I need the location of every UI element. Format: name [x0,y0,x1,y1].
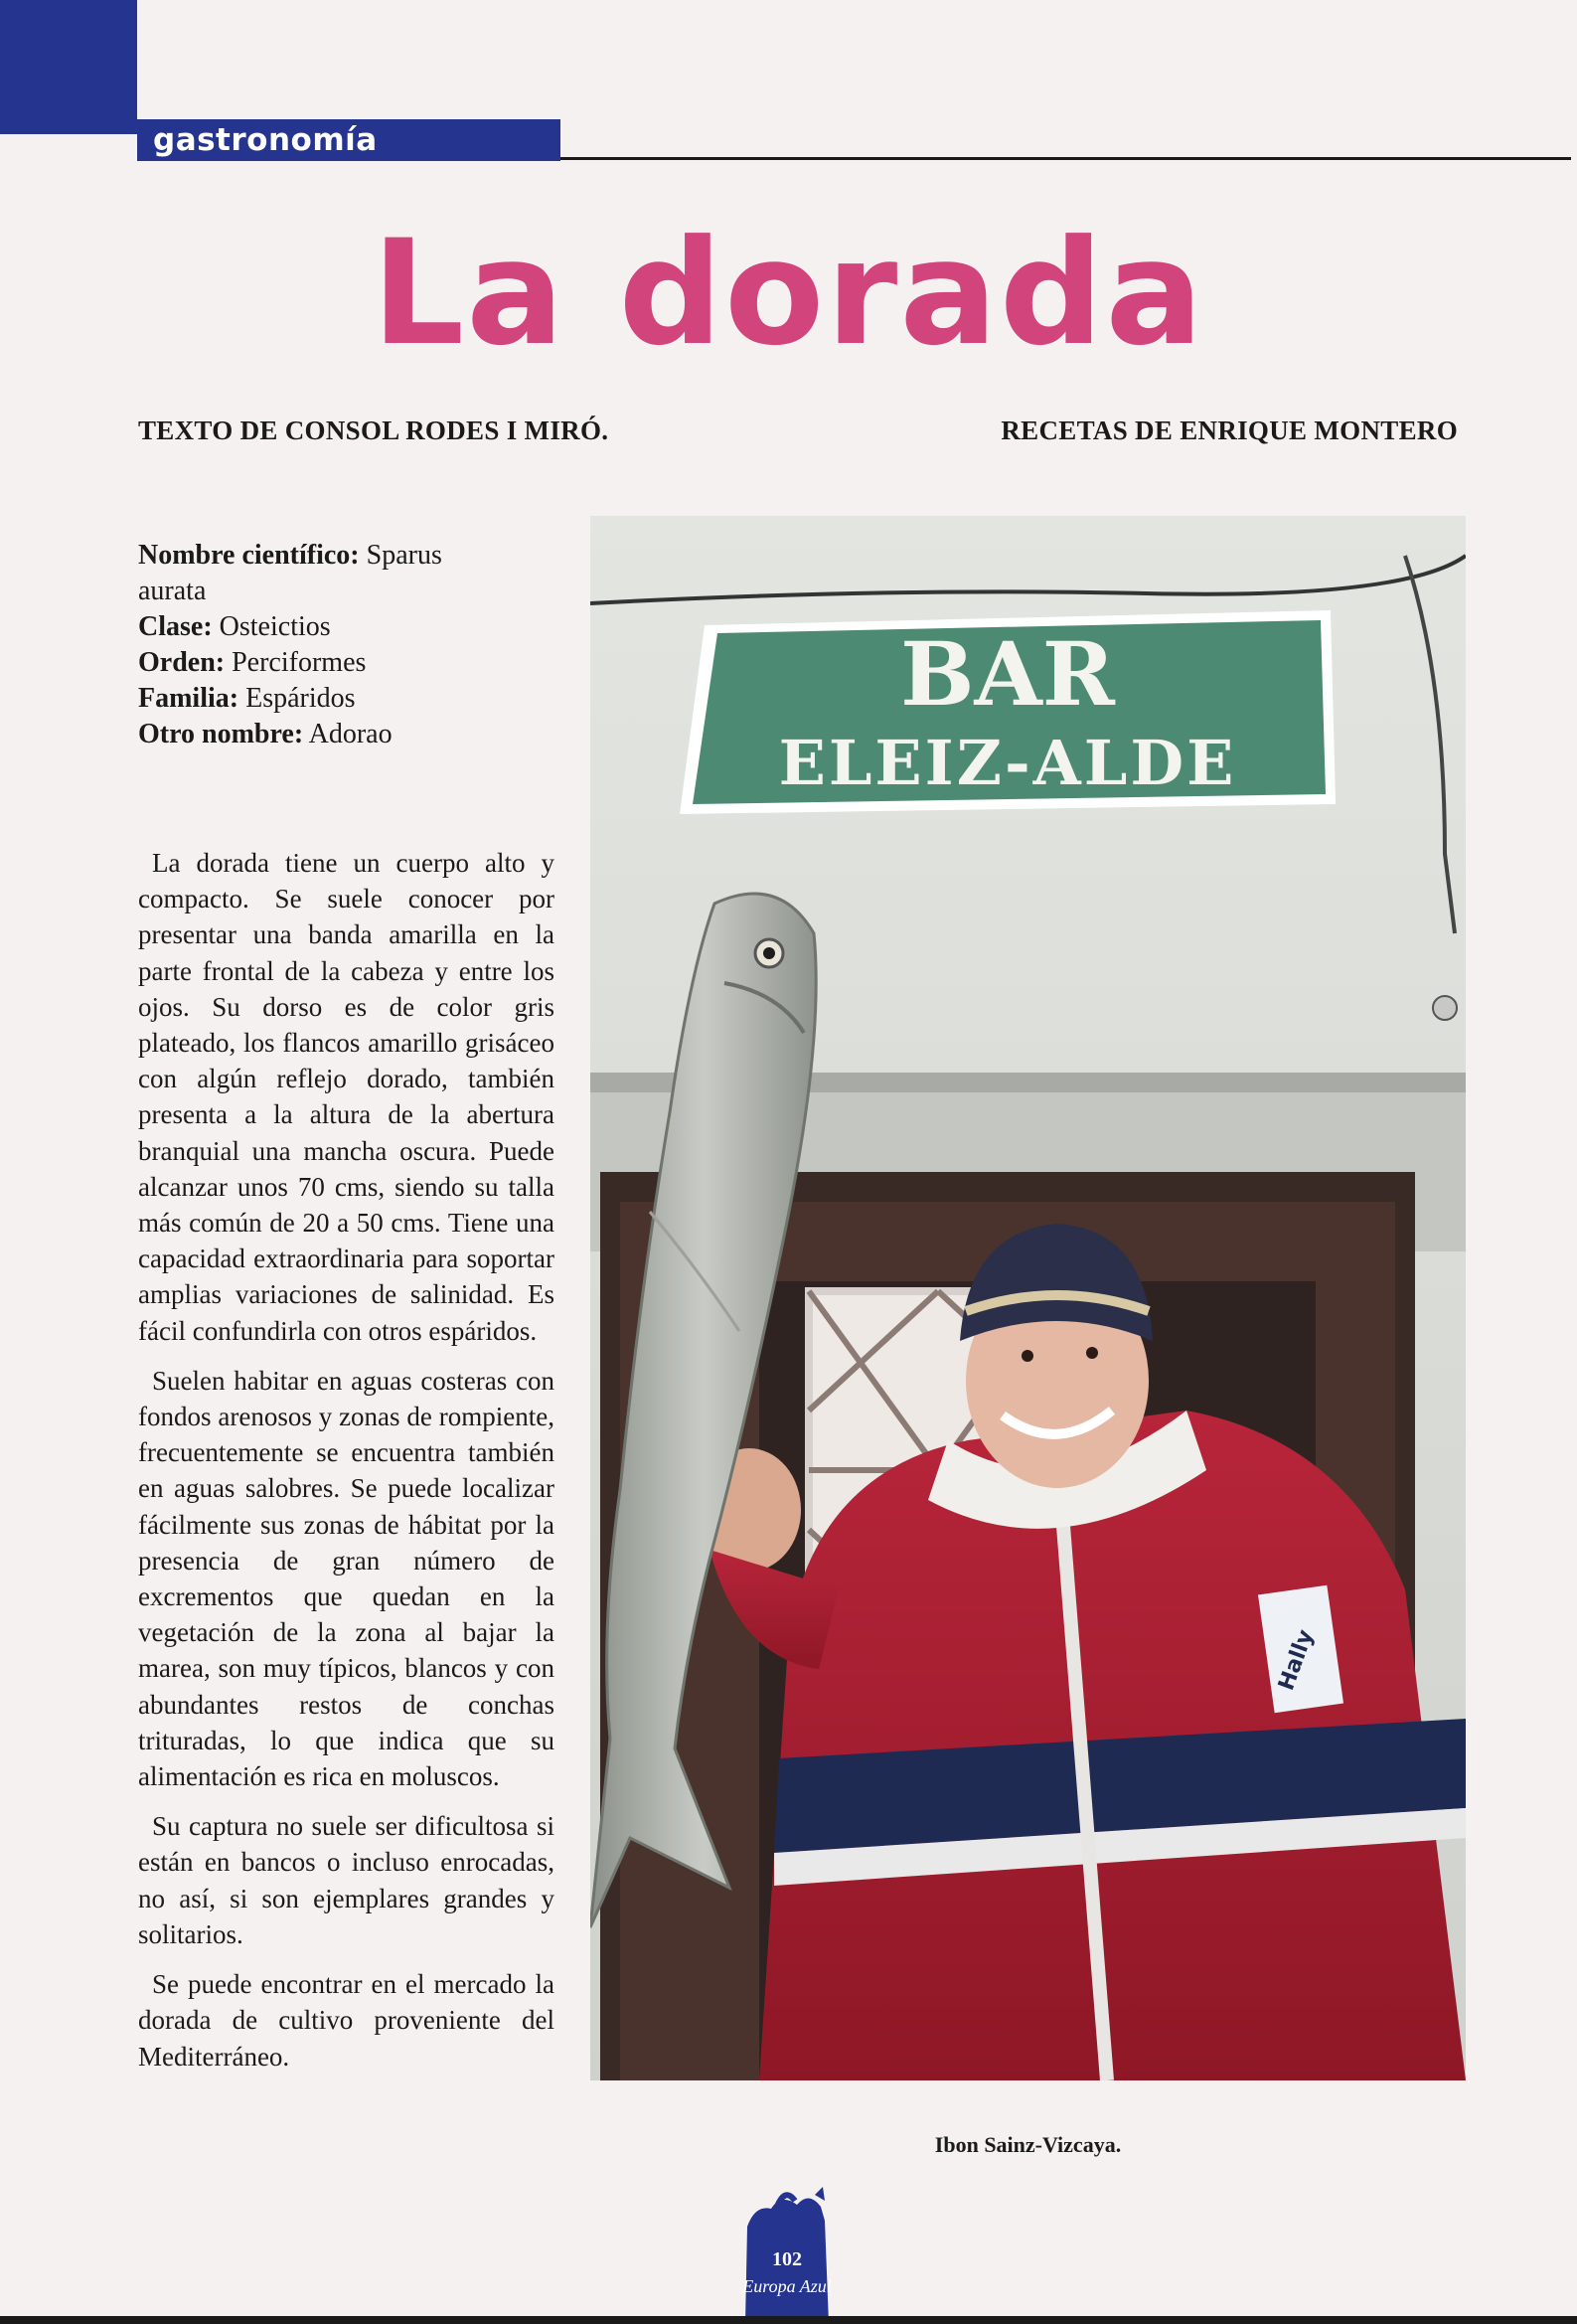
article-paragraph: La dorada tiene un cuerpo alto y compacto. Se suele conocer por presentar una banda amarilla en la parte frontal de la cabeza y entre los ojos. Su dorso es de color gris plateado, los flancos amarillo grisáceo con algún reflejo dorado, también presenta a la altura de la abertura branquial una mancha oscura. Puede alcanzar unos 70 cms, siendo su talla más común de 20 a 50 cms. Tiene una capacidad extraordinaria para soportar amplias variaciones de salinidad. Es fácil confundirla con otros espáridos. [138,848,554,1346]
fact-row [138,538,516,609]
fact-value: Osteictios [219,611,331,642]
page-number: 102 [772,2248,802,2270]
corner-block [0,0,137,134]
fact-row [138,681,516,717]
page-title: La dorada [372,209,1205,378]
article-paragraph: Suelen habitar en aguas costeras con fondos arenosos y zonas de rompiente, frecuentemente se encuentra también en aguas salobres. Se puede localizar fácilmente sus zonas de hábitat por la presencia de gran número de excrementos que quedan en la vegetación de la zona al bajar la marea, son muy típicos, blancos y con abundantes restos de conchas trituradas, lo que indica que su alimentación es rica en moluscos. [138,1365,554,1792]
fact-row [138,645,516,681]
fact-value: Perciformes [232,647,367,678]
fact-row [138,609,516,645]
fact-value: Adorao [308,719,393,749]
photo-illustration [590,516,1466,2080]
fact-sheet [138,538,516,752]
bar-sign [680,610,1336,814]
magazine-brand: Europa Azul [742,2276,832,2296]
article-body [138,845,554,2088]
fact-label: Orden: [138,647,226,678]
jacket-logo-text: Hally [1274,1626,1320,1694]
photo-fisherman-with-dorada [590,516,1466,2080]
header-rule [560,157,1571,160]
section-label: gastronomía [137,119,560,161]
fact-label: Familia: [138,683,239,714]
fact-label: Otro nombre: [138,719,304,749]
sign-text-line2: ELEIZ-ALDE [778,727,1237,799]
author-credit: TEXTO DE CONSOL RODES I MIRÓ. [138,415,609,445]
sign-text-line1: BAR [900,622,1115,726]
fact-label: Nombre científico: [138,540,360,571]
fact-value: Espáridos [245,683,356,714]
fact-label: Clase: [138,611,213,642]
photo-caption: Ibon Sainz-Vizcaya. [934,2132,1122,2157]
recipes-credit: RECETAS DE ENRIQUE MONTERO [1001,415,1458,445]
bottom-rule [0,2316,1577,2324]
fact-value: Sparus aurata [138,540,442,606]
article-paragraph: Se puede encontrar en el mercado la dorada de cultivo proveniente del Mediterráneo. [138,1969,554,2072]
fact-row [138,717,516,752]
article-paragraph: Su captura no suele ser dificultosa si están en bancos o incluso enrocadas, no así, si son ejemplares grandes y solitarios. [138,1811,554,1949]
